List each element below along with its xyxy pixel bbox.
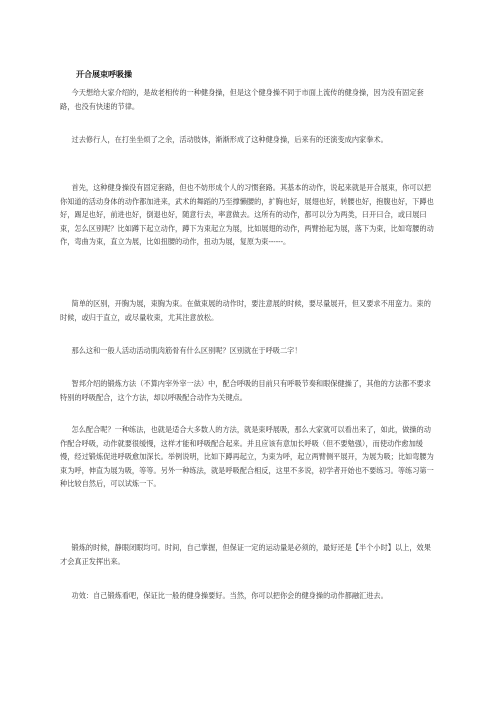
paragraph-difference: 那么这和一般人活动活动肌肉筋骨有什么区别呢？区别就在于呼吸二字！ xyxy=(71,346,302,355)
paragraph-open-close: 简单的区别，开胸为展，束胸为束。在做束展的动作时，要注意展的时候，要尽量展开，但又要求不用蛮力。束的时候，或归于直立，或尽量收束，尤其注意放松。 xyxy=(60,299,431,322)
paragraph-effect: 功效：自己锻炼看吧，保证比一般的健身操要好。当然，你可以把你会的健身操的动作都融汇进去。 xyxy=(71,591,388,600)
paragraph-intro: 今天想给大家介绍的，是故老相传的一种健身操，但是这个健身操不同于市面上流传的健身操，因为没有固定套路，也没有快速的节律。 xyxy=(60,88,424,111)
paragraph-movements: 首先，这种健身操没有固定套路，但也不妨形成个人的习惯套路。其基本的动作，说起来就是开合展束，你可以把你知道的活动身体的动作都加进来，武术的舞蹈的乃至撑懒腰的，扩胸也好，展翅也好，转腰也好，抱腹也好，下蹲也好，踢足也好，前进也好，倒退也好，随意行去，率意做去。这所有的动作，都可以分为两类，曰开曰合，或曰展曰束，怎么区别呢？比如蹲下起立动作，蹲下为束起立为展，比如展翅的动作，两臂抬起为展，落下为束，比如弯腰的动作，弯曲为束，直立为展，比如扭腰的动作，扭动为展，复原为束------。 xyxy=(60,183,434,247)
paragraph-method: 怎么配合呢？一种练法，也就是适合大多数人的方法，就是束呼展吸，那么大家就可以看出来了，如此，做操的动作配合呼吸，动作就要很缓慢，这样才能和呼吸配合起来。并且应该有意加长呼吸（但不要勉强），而使动作愈加缓慢，经过锻炼促进呼吸愈加深长。举例说明，比如下蹲再起立，为束为呼，起立两臂侧平展开，为展为吸；比如弯腰为束为呼，伸直为展为吸，等等。另外一种练法，就是呼吸配合相反，这里不多说，初学者开始也不要练习。等练习第一种比较自然后，可以试炼一下。 xyxy=(60,425,434,489)
paragraph-breathing: 智邦介绍的锻炼方法（不算内宰外宰一法）中，配合呼吸的目前只有呼吸节奏和眼保健操了，其他的方法都不要求特别的呼吸配合，这个方法，却以呼吸配合动作为关键点。 xyxy=(60,379,431,402)
paragraph-origin: 过去修行人，在打坐坐烦了之余，活动肢体，渐渐形成了这种健身操，后来有的还演变成内家拳术。 xyxy=(71,135,388,144)
paragraph-duration: 锻炼的时候，静眼闭眼均可。时间，自己掌握，但保证一定的运动量是必须的，最好还是【半个小时】以上，效果才会真正发挥出来。 xyxy=(60,543,431,566)
document-title: 开合展束呼吸操 xyxy=(76,70,132,79)
